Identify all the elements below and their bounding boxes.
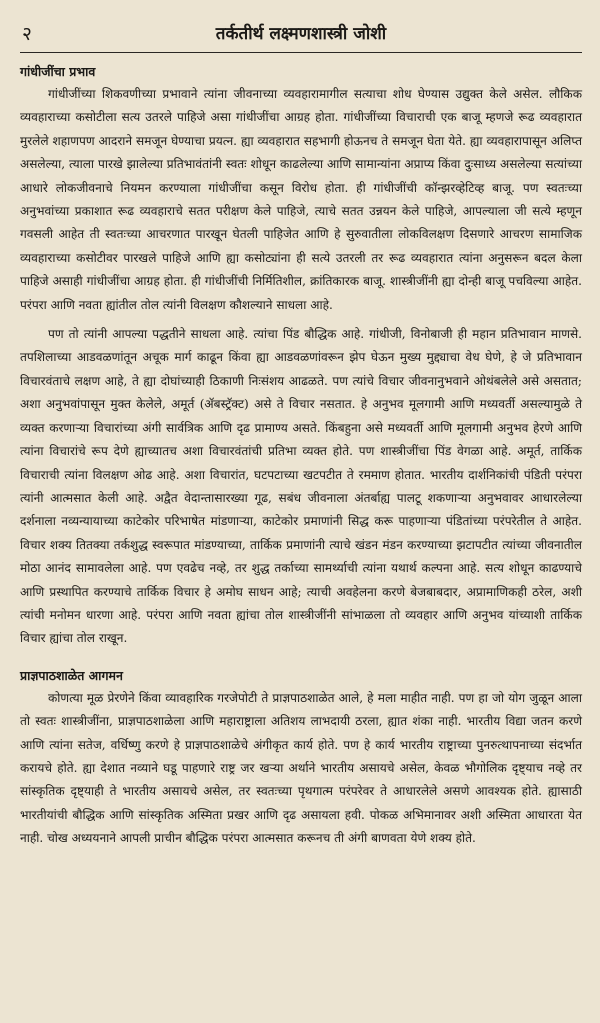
paragraph: गांधीजींच्या शिकवणीच्या प्रभावाने त्यांना जीवनाच्या व्यवहारामागील सत्याचा शोध घेण्यास उद्युक्त केले असेल. लौकिक व्यवहाराच्या कसोटीला सत्य उतरले पाहिजे असा गांधीजींचा आग्रह होता. गांधीजींच्या विचाराची एक बाजू म्हणजे रूढ व्यवहारात मुरलेले शहाणपण आदराने समजून घेण्याचा प्रयत्न. ह्या व्यवहारात सहभागी होऊनच ते समजून घेता येते. ह्या व्यवहारापासून अलिप्त असलेल्या, त्याला पारखे झालेल्या प्रतिभावंतांनी स्वतः शोधून काढलेल्या आणि सामान्यांना अप्राप्य किंवा दुःसाध्य असलेल्या सत्यांच्या आधारे लोकजीवनाचे नियमन करण्याला गांधीजींचा कसून विरोध होता. ही गांधीजींची कॉन्झरव्हेटिव्ह बाजू. पण स्वतःच्या अनुभवांच्या प्रकाशात रूढ व्यवहाराचे सतत परीक्षण केले पाहिजे, त्याचे सतत उन्नयन केले पाहिजे, आपल्याला जी सत्ये म्हणून गवसली आहेत ती स्वतःच्या आचरणात पारखून घेतली पाहिजेत आणि हे सुरुवातीला लोकविलक्षण दिसणारे आचरण सामाजिक व्यवहाराच्या कसोटीवर पारखले पाहिजे आणि ह्या कसोट्यांना ही सत्ये उतरली तर रूढ व्यवहारात त्यांना अनुसरून बदल केला पाहिजे असाही गांधीजींचा आग्रह होता. ही गांधीजींची निर्मितिशील, क्रांतिकारक बाजू. शास्त्रीजींनी ह्या दोन्ही बाजू पचविल्या आहेत. परंपरा आणि नवता ह्यांतील तोल त्यांनी विलक्षण कौशल्याने साधला आहे. — [20, 87, 582, 312]
section-heading-gandhi-influence: गांधीजींचा प्रभाव — [20, 64, 96, 79]
paragraph: कोणत्या मूळ प्रेरणेने किंवा व्यावहारिक गरजेपोटी ते प्राज्ञपाठशाळेत आले, हे मला माहीत नाही. पण हा जो योग जुळून आला तो स्वतः शास्त्रीजींना, प्राज्ञपाठशाळेला आणि महाराष्ट्राला अतिशय लाभदायी ठरला, ह्यात शंका नाही. भारतीय विद्या जतन करणे आणि त्यांना सतेज, वर्धिष्णु करणे हे प्राज्ञपाठशाळेचे अंगीकृत कार्य होते. पण हे कार्य भारतीय राष्ट्राच्या पुनरुत्थापनाच्या संदर्भात करायचे होते. ह्या देशात नव्याने घडू पाहणारे राष्ट्र जर खऱ्या अर्थाने भारतीय असायचे असेल, केवळ भौगोलिक दृष्ट्याच नव्हे तर सांस्कृतिक दृष्ट्याही ते भारतीय असायचे असेल, तर स्वतःच्या पृथगात्म परंपरेवर ते आधारलेले असणे आवश्यक होते. ह्यासाठी भारतीयांची बौद्धिक आणि सांस्कृतिक अस्मिता प्रखर आणि दृढ असायला हवी. पोकळ अभिमानावर अशी अस्मिता आधारता येत नाही. चोख अध्ययनाने आपली प्राचीन बौद्धिक परंपरा आत्मसात करूनच ती अंगी बाणवता येणे शक्य होते. — [20, 690, 582, 846]
running-header — [20, 22, 582, 53]
running-title: तर्कतीर्थ लक्ष्मणशास्त्री जोशी — [215, 24, 387, 44]
section-heading-pradnya-pathshala: प्राज्ञपाठशाळेत आगमन — [20, 667, 123, 683]
page-number: २ — [22, 23, 32, 45]
paragraph: पण तो त्यांनी आपल्या पद्धतीने साधला आहे. त्यांचा पिंड बौद्धिक आहे. गांधीजी, विनोबाजी ही महान प्रतिभावान माणसे. तपशिलाच्या आडवळणांतून अचूक मार्ग काढून किंवा ह्या आडवळणांवरून झेप घेऊन मुख्य मुद्द्याचा वेध घेणे, हे जे प्रतिभावान विचारवंताचे लक्षण आहे, ते ह्या दोघांच्याही ठिकाणी निःसंशय आढळते. पण त्यांचे विचार जीवनानुभवाने ओथंबलेले असे असतात; अशा अनुभवांपासून मुक्त केलेले, अमूर्त (ॲबस्ट्रॅक्ट) असे ते विचार नसतात. हे अनुभव मूलगामी आणि मध्यवर्ती असल्यामुळे ते व्यक्त करणाऱ्या विचारांच्या अंगी सार्वत्रिक आणि दृढ प्रामाण्य असते. किंबहुना असे मध्यवर्ती आणि मूलगामी अनुभव हेरणे आणि त्यांना विचारांचे रूप देणे ह्याच्यातच अशा विचारवंतांची प्रतिभा व्यक्त होते. पण शास्त्रीजींचा पिंड वेगळा आहे. अमूर्त, तार्किक विचाराची त्यांना विलक्षण ओढ आहे. अशा विचारांत, घटपटाच्या खटपटीत ते रममाण होतात. भारतीय दार्शनिकांची पंडिती परंपरा त्यांनी आत्मसात केली आहे. अद्वैत वेदान्तासारख्या गूढ, सबंध जीवनाला अंतर्बाह्य पालटू शकणाऱ्या अनुभवावर आधारलेल्या दर्शनाला नव्यन्यायाच्या काटेकोर परिभाषेत मांडणाऱ्या, काटेकोर प्रमाणांनी सिद्ध करू पाहणाऱ्या पंडितांच्या परंपरेतील ते आहेत. विचार शक्य तितक्या तर्कशुद्ध स्वरूपात मांडण्याच्या, तार्किक प्रमाणांनी त्याचे खंडन मंडन करण्याच्या झटापटीत त्यांच्या जीवनातील मोठा आनंद सामावलेला आहे. पण एवढेच नव्हे, तर शुद्ध तर्काच्या सामर्थ्याची त्यांना यथार्थ कल्पना आहे. सत्य शोधून काढण्याचे आणि प्रस्थापित करण्याचे तार्किक विचार हे अमोघ साधन आहे; त्याची अवहेलना करणे बेजबाबदार, अप्रामाणिकही ठरेल, अशी त्यांची मनोमन धारणा आहे. परंपरा आणि नवता ह्यांचा तोल शास्त्रीजींनी सांभाळला तो व्यवहार आणि अनुभव यांच्याशी तार्किक विचार ह्यांचा तोल राखून. — [20, 327, 582, 646]
